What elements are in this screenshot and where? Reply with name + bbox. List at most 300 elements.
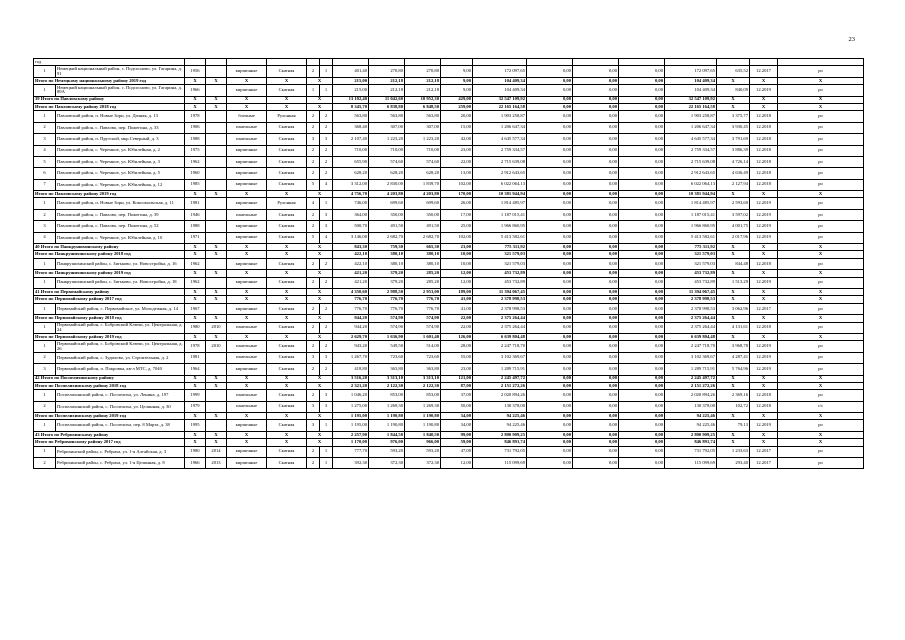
table-cell: X: [307, 270, 333, 277]
table-cell: 12.2017: [750, 458, 778, 469]
table-cell: 1906: [185, 122, 206, 133]
table-cell: Павловский район, п. Прутской, мкр.Северный, д. 3: [56, 134, 185, 145]
table-cell: 34,00: [441, 420, 473, 431]
table-cell: ро: [778, 85, 864, 96]
table-cell: X: [227, 96, 267, 103]
table-cell: кирпичные: [227, 420, 267, 431]
table-cell: X: [778, 431, 864, 438]
table-cell: 212,18: [405, 85, 441, 96]
table-cell: Ребрихинский район, с. Ребриха, ул. 1-я Целинная, д. 8: [56, 458, 185, 469]
table-cell: 102,00: [441, 232, 473, 243]
table-cell: X: [750, 413, 778, 420]
table-cell: 1: [320, 420, 333, 431]
table-cell: 2: [307, 145, 320, 156]
table-cell: 0,00: [527, 96, 573, 103]
table-cell: 0,00: [527, 191, 573, 198]
table-cell: 10 952,30: [405, 96, 441, 103]
table-cell: 1962: [185, 277, 206, 288]
table-cell: 285,20: [405, 277, 441, 288]
table-cell: Итого по Первомайскому району 2019 год: [34, 333, 185, 340]
table-cell: 212,18: [369, 77, 405, 84]
table-cell: [405, 59, 441, 66]
table-cell: Скатная: [267, 458, 307, 469]
table-cell: 0,00: [527, 156, 573, 167]
table-cell: 20,00: [441, 111, 473, 122]
total-row: [34, 288, 864, 295]
table-cell: 2: [320, 258, 333, 269]
table-cell: 0,00: [527, 364, 573, 375]
table-cell: Павловский район, с. Черемное, ул. Юбилейная, д. 5: [56, 168, 185, 179]
table-cell: 0,00: [619, 420, 665, 431]
table-cell: 1 267,70: [333, 352, 369, 363]
table-cell: ро: [778, 352, 864, 363]
table-cell: X: [227, 375, 267, 382]
table-row: [34, 322, 864, 333]
table-cell: [206, 401, 227, 412]
table-cell: 79,13: [717, 420, 750, 431]
table-cell: 0,00: [573, 111, 619, 122]
table-cell: X: [750, 77, 778, 84]
table-cell: 0,00: [573, 439, 619, 446]
table-cell: 22 165 164,58: [665, 103, 717, 110]
table-cell: 372,30: [405, 458, 441, 469]
table-cell: Скатная: [267, 134, 307, 145]
table-cell: X: [267, 251, 307, 258]
table-cell: 422,10: [333, 258, 369, 269]
table-cell: X: [717, 333, 750, 340]
table-cell: ро: [778, 390, 864, 401]
table-cell: 12.2019: [750, 198, 778, 209]
table-cell: [206, 156, 227, 167]
table-cell: 55,00: [441, 352, 473, 363]
table-cell: X: [778, 270, 864, 277]
table-cell: 3 313,10: [369, 375, 405, 382]
table-cell: Скатная: [267, 85, 307, 96]
table-cell: 0,00: [573, 296, 619, 303]
table-cell: 2 912 643,65: [473, 168, 527, 179]
table-cell: 8 345,70: [333, 103, 369, 110]
table-cell: [206, 179, 227, 190]
table-cell: 0,00: [527, 251, 573, 258]
table-cell: 364,00: [333, 209, 369, 220]
table-cell: 699,60: [369, 198, 405, 209]
table-cell: 2 682,70: [369, 232, 405, 243]
table-cell: 380,10: [369, 251, 405, 258]
table-cell: 2 017,96: [717, 232, 750, 243]
table-cell: 2 151 272,26: [473, 382, 527, 389]
table-cell: 12.2019: [750, 221, 778, 232]
table-cell: [267, 59, 307, 66]
table-cell: ро: [778, 446, 864, 457]
table-cell: 0,00: [527, 375, 573, 382]
table-cell: 12,00: [441, 270, 473, 277]
table-cell: 1 814 485,97: [473, 198, 527, 209]
table-cell: 1 206 647,34: [665, 122, 717, 133]
table-cell: 2: [307, 341, 320, 352]
table-cell: Поспелихинский район, с. Поспелиха, ул. Ленина, д. 197: [56, 390, 185, 401]
table-cell: 0,00: [573, 446, 619, 457]
table-cell: 418,80: [333, 364, 369, 375]
table-cell: 350,00: [405, 209, 441, 220]
table-cell: 0,00: [573, 401, 619, 412]
table-cell: 379,20: [369, 270, 405, 277]
table-cell: 0,00: [527, 258, 573, 269]
table-cell: 0,00: [619, 145, 665, 156]
table-cell: 17,00: [441, 209, 473, 220]
table-row: [34, 420, 864, 431]
table-cell: 2: [307, 221, 320, 232]
table-cell: X: [717, 191, 750, 198]
table-cell: 9,00: [441, 66, 473, 77]
table-cell: X: [185, 77, 206, 84]
table-cell: 2: [307, 168, 320, 179]
table-cell: 102,00: [441, 179, 473, 190]
table-cell: 776,70: [405, 303, 441, 314]
table-cell: 42 Итого по Поспелихинскому району: [34, 375, 185, 382]
table-cell: 1: [34, 111, 56, 122]
table-cell: 26,00: [441, 198, 473, 209]
table-cell: 32 547 109,92: [665, 96, 717, 103]
table-cell: 3 102 369,67: [473, 352, 527, 363]
table-cell: X: [185, 333, 206, 340]
table-cell: 1 839,70: [405, 179, 441, 190]
table-cell: X: [778, 413, 864, 420]
table-row: [34, 341, 864, 352]
table-cell: Павловский район, с. Черемное, ул. Юбилейная, д. 3: [56, 156, 185, 167]
table-cell: 0,00: [527, 134, 573, 145]
table-cell: 0,00: [527, 303, 573, 314]
table-cell: 130 378,00: [665, 401, 717, 412]
table-cell: 699,60: [405, 198, 441, 209]
table-cell: 1956: [185, 66, 206, 77]
table-cell: кирпичные: [227, 85, 267, 96]
table-cell: 104 409,34: [665, 85, 717, 96]
table-cell: 2 375 264,44: [665, 315, 717, 322]
table-cell: 0,00: [573, 322, 619, 333]
table-cell: X: [750, 103, 778, 110]
table-cell: Павловский район, п. Новые Зори, ул. Комсомольская, д. 11: [56, 198, 185, 209]
table-cell: 350,00: [369, 209, 405, 220]
table-cell: кирпичные: [227, 145, 267, 156]
table-cell: ро: [778, 364, 864, 375]
table-cell: 1980: [185, 446, 206, 457]
table-cell: X: [185, 413, 206, 420]
table-cell: Скатная: [267, 401, 307, 412]
table-cell: 4 203,80: [369, 191, 405, 198]
table-cell: ро: [778, 198, 864, 209]
table-cell: X: [267, 296, 307, 303]
table-cell: 104 409,34: [473, 77, 527, 84]
table-cell: X: [206, 77, 227, 84]
table-cell: 2: [307, 122, 320, 133]
table-cell: 2 122,30: [405, 382, 441, 389]
table-cell: 0,00: [527, 352, 573, 363]
table-cell: 846 891,74: [473, 439, 527, 446]
table-row: [34, 458, 864, 469]
table-cell: X: [185, 296, 206, 303]
table-cell: X: [227, 270, 267, 277]
table-cell: 10 381 944,94: [473, 191, 527, 198]
table-cell: 491,50: [405, 221, 441, 232]
table-cell: 41 Итого по Первомайскому району: [34, 288, 185, 295]
table-cell: 2: [307, 446, 320, 457]
table-cell: 944,20: [333, 315, 369, 322]
table-cell: 723,60: [369, 352, 405, 363]
table-cell: 1981: [185, 352, 206, 363]
table-cell: 776,70: [369, 303, 405, 314]
table-cell: X: [267, 288, 307, 295]
table-cell: 0,00: [573, 352, 619, 363]
table-cell: 12.2019: [750, 232, 778, 243]
table-cell: 635,52: [717, 66, 750, 77]
table-cell: X: [717, 251, 750, 258]
table-cell: 4: [320, 232, 333, 243]
table-cell: 1 190,80: [405, 413, 441, 420]
table-cell: 0,00: [527, 85, 573, 96]
table-cell: [206, 66, 227, 77]
table-cell: [206, 198, 227, 209]
table-cell: 563,80: [333, 111, 369, 122]
table-cell: X: [206, 375, 227, 382]
table-cell: Итого по Первомайскому району 2018 год: [34, 315, 185, 322]
table-cell: X: [185, 288, 206, 295]
table-cell: X: [227, 296, 267, 303]
table-cell: X: [307, 333, 333, 340]
table-cell: 94 225,46: [665, 420, 717, 431]
total-row: [34, 96, 864, 103]
table-cell: 368,40: [333, 122, 369, 133]
table-cell: 6: [34, 168, 56, 179]
table-cell: 32 547 109,92: [473, 96, 527, 103]
table-cell: 2: [307, 111, 320, 122]
table-row: [34, 66, 864, 77]
table-cell: 12.2018: [750, 111, 778, 122]
table-cell: 574,60: [405, 156, 441, 167]
table-cell: 1: [34, 198, 56, 209]
table-cell: 379,20: [369, 277, 405, 288]
table-cell: 2: [307, 303, 320, 314]
table-cell: 0,00: [573, 77, 619, 84]
table-cell: 2 378 998,53: [473, 303, 527, 314]
table-cell: 2 378 998,53: [665, 296, 717, 303]
table-cell: 574,90: [369, 315, 405, 322]
table-cell: Итого по Павловскому району 2019 год: [34, 191, 185, 198]
table-cell: 12.2019: [750, 277, 778, 288]
table-cell: панельные: [227, 401, 267, 412]
table-cell: 5: [307, 179, 320, 190]
table-cell: 1985: [185, 179, 206, 190]
table-cell: Скатная: [267, 122, 307, 133]
table-cell: 1988: [185, 221, 206, 232]
table-cell: X: [206, 413, 227, 420]
total-row: [34, 244, 864, 251]
table-cell: 0,00: [527, 439, 573, 446]
table-cell: X: [778, 333, 864, 340]
table-cell: 3: [320, 134, 333, 145]
table-cell: 2 321,20: [333, 382, 369, 389]
table-cell: 0,00: [573, 168, 619, 179]
table-cell: 574,60: [369, 156, 405, 167]
table-cell: X: [778, 77, 864, 84]
table-cell: 37,00: [441, 390, 473, 401]
table-cell: 115 099,69: [473, 458, 527, 469]
table-cell: ро: [778, 134, 864, 145]
table-cell: 776,70: [369, 296, 405, 303]
table-cell: [750, 59, 778, 66]
table-cell: X: [717, 103, 750, 110]
table-cell: 776,70: [333, 296, 369, 303]
table-cell: 421,20: [333, 277, 369, 288]
table-cell: 4 636,49: [717, 168, 750, 179]
table-cell: 759,30: [369, 244, 405, 251]
table-cell: панельные: [227, 341, 267, 352]
table-cell: 12.2019: [750, 364, 778, 375]
table-cell: 0,00: [573, 145, 619, 156]
table-cell: 1 190,80: [369, 420, 405, 431]
table-cell: 259,00: [441, 103, 473, 110]
table-cell: 12.2018: [750, 168, 778, 179]
table-cell: 0,00: [619, 85, 665, 96]
table-cell: 87,00: [441, 382, 473, 389]
table-cell: кирпичные: [227, 156, 267, 167]
table-cell: 2 375 264,44: [665, 322, 717, 333]
table-cell: 6 022 064,13: [665, 179, 717, 190]
table-cell: 0,00: [527, 179, 573, 190]
table-cell: 3 313,10: [405, 375, 441, 382]
table-cell: 731 792,05: [473, 446, 527, 457]
table-cell: 7: [34, 179, 56, 190]
table-cell: [527, 59, 573, 66]
table-cell: X: [185, 96, 206, 103]
table-cell: 99,00: [441, 431, 473, 438]
table-cell: 2013: [206, 458, 227, 469]
table-cell: 2: [307, 364, 320, 375]
table-cell: 0,00: [573, 258, 619, 269]
table-cell: 1978: [185, 111, 206, 122]
table-cell: 293,40: [717, 458, 750, 469]
table-cell: 4: [34, 232, 56, 243]
table-cell: X: [778, 439, 864, 446]
table-cell: 321 579,03: [665, 258, 717, 269]
table-cell: ро: [778, 458, 864, 469]
table-row: [34, 446, 864, 457]
table-cell: 1978: [185, 341, 206, 352]
table-cell: 2 830,00: [369, 179, 405, 190]
table-cell: 3 968,78: [717, 341, 750, 352]
table-cell: 1995: [185, 420, 206, 431]
table-cell: 0,00: [619, 111, 665, 122]
table-cell: X: [717, 244, 750, 251]
table-cell: [206, 277, 227, 288]
table-cell: 3: [34, 134, 56, 145]
table-cell: 0,00: [619, 156, 665, 167]
table-cell: 3: [307, 352, 320, 363]
table-cell: 2: [320, 322, 333, 333]
table-cell: 15,00: [441, 122, 473, 133]
table-cell: 5 413 582,61: [665, 232, 717, 243]
table-cell: X: [185, 382, 206, 389]
table-cell: 0,00: [573, 341, 619, 352]
table-cell: 3: [320, 221, 333, 232]
table-row: [34, 111, 864, 122]
table-cell: Скатная: [267, 390, 307, 401]
table-cell: [185, 59, 206, 66]
table-cell: X: [717, 270, 750, 277]
table-cell: 2 759 334,57: [665, 145, 717, 156]
table-cell: 104 409,34: [665, 77, 717, 84]
table-cell: 2 107,40: [333, 134, 369, 145]
table-cell: 1 223,20: [369, 134, 405, 145]
table-cell: 0,00: [619, 258, 665, 269]
table-cell: X: [307, 103, 333, 110]
table-cell: 775 311,92: [665, 244, 717, 251]
table-cell: X: [267, 413, 307, 420]
total-row: [34, 270, 864, 277]
total-row: [34, 315, 864, 322]
table-cell: 2 682,70: [405, 232, 441, 243]
table-cell: X: [227, 315, 267, 322]
table-cell: 12.2018: [750, 401, 778, 412]
table-cell: 0,00: [573, 85, 619, 96]
table-cell: 1: [34, 303, 56, 314]
table-cell: Итого по Ребрихинскому району 2017 год: [34, 439, 185, 446]
table-cell: 3: [320, 209, 333, 220]
table-cell: 307,00: [369, 122, 405, 133]
table-cell: кирпичные: [227, 458, 267, 469]
table-cell: [206, 390, 227, 401]
table-cell: X: [717, 96, 750, 103]
table-cell: 2: [320, 341, 333, 352]
table-cell: 1 966 860,95: [473, 221, 527, 232]
table-cell: Панкрушихинский район, с. Зятьково, ул. Новостройка, д. 16: [56, 258, 185, 269]
table-cell: X: [206, 296, 227, 303]
table-cell: 212,18: [369, 85, 405, 96]
table-cell: 6 848,50: [405, 103, 441, 110]
total-row: [34, 103, 864, 110]
table-cell: 1964: [185, 364, 206, 375]
table-cell: 4 756,70: [333, 191, 369, 198]
table-cell: 0,00: [527, 420, 573, 431]
table-cell: 1 195,00: [333, 413, 369, 420]
table-cell: 2: [320, 277, 333, 288]
table-cell: [473, 59, 527, 66]
table-cell: 976,00: [369, 439, 405, 446]
table-cell: 0,00: [573, 134, 619, 145]
table-cell: ро: [778, 179, 864, 190]
table-cell: 1: [34, 258, 56, 269]
table-cell: 12.2017: [750, 66, 778, 77]
table-cell: 2 245 497,72: [473, 375, 527, 382]
table-cell: 0,00: [619, 277, 665, 288]
table-cell: X: [778, 251, 864, 258]
table-cell: X: [750, 296, 778, 303]
table-cell: 12.2019: [750, 209, 778, 220]
table-cell: X: [267, 382, 307, 389]
table-cell: ро: [778, 145, 864, 156]
table-cell: 1: [34, 420, 56, 431]
table-cell: 2: [307, 156, 320, 167]
table-cell: 2: [307, 322, 320, 333]
table-cell: 4 287,41: [717, 352, 750, 363]
table-cell: 1: [34, 85, 56, 96]
table-cell: 0,00: [527, 322, 573, 333]
table-cell: 0,00: [527, 244, 573, 251]
table-cell: 172 097,65: [665, 66, 717, 77]
table-cell: Павловский район, с. Павлово, пер. Пожегина, д. 52: [56, 221, 185, 232]
table-cell: 628,20: [369, 168, 405, 179]
table-cell: 1: [320, 85, 333, 96]
table-cell: X: [778, 375, 864, 382]
